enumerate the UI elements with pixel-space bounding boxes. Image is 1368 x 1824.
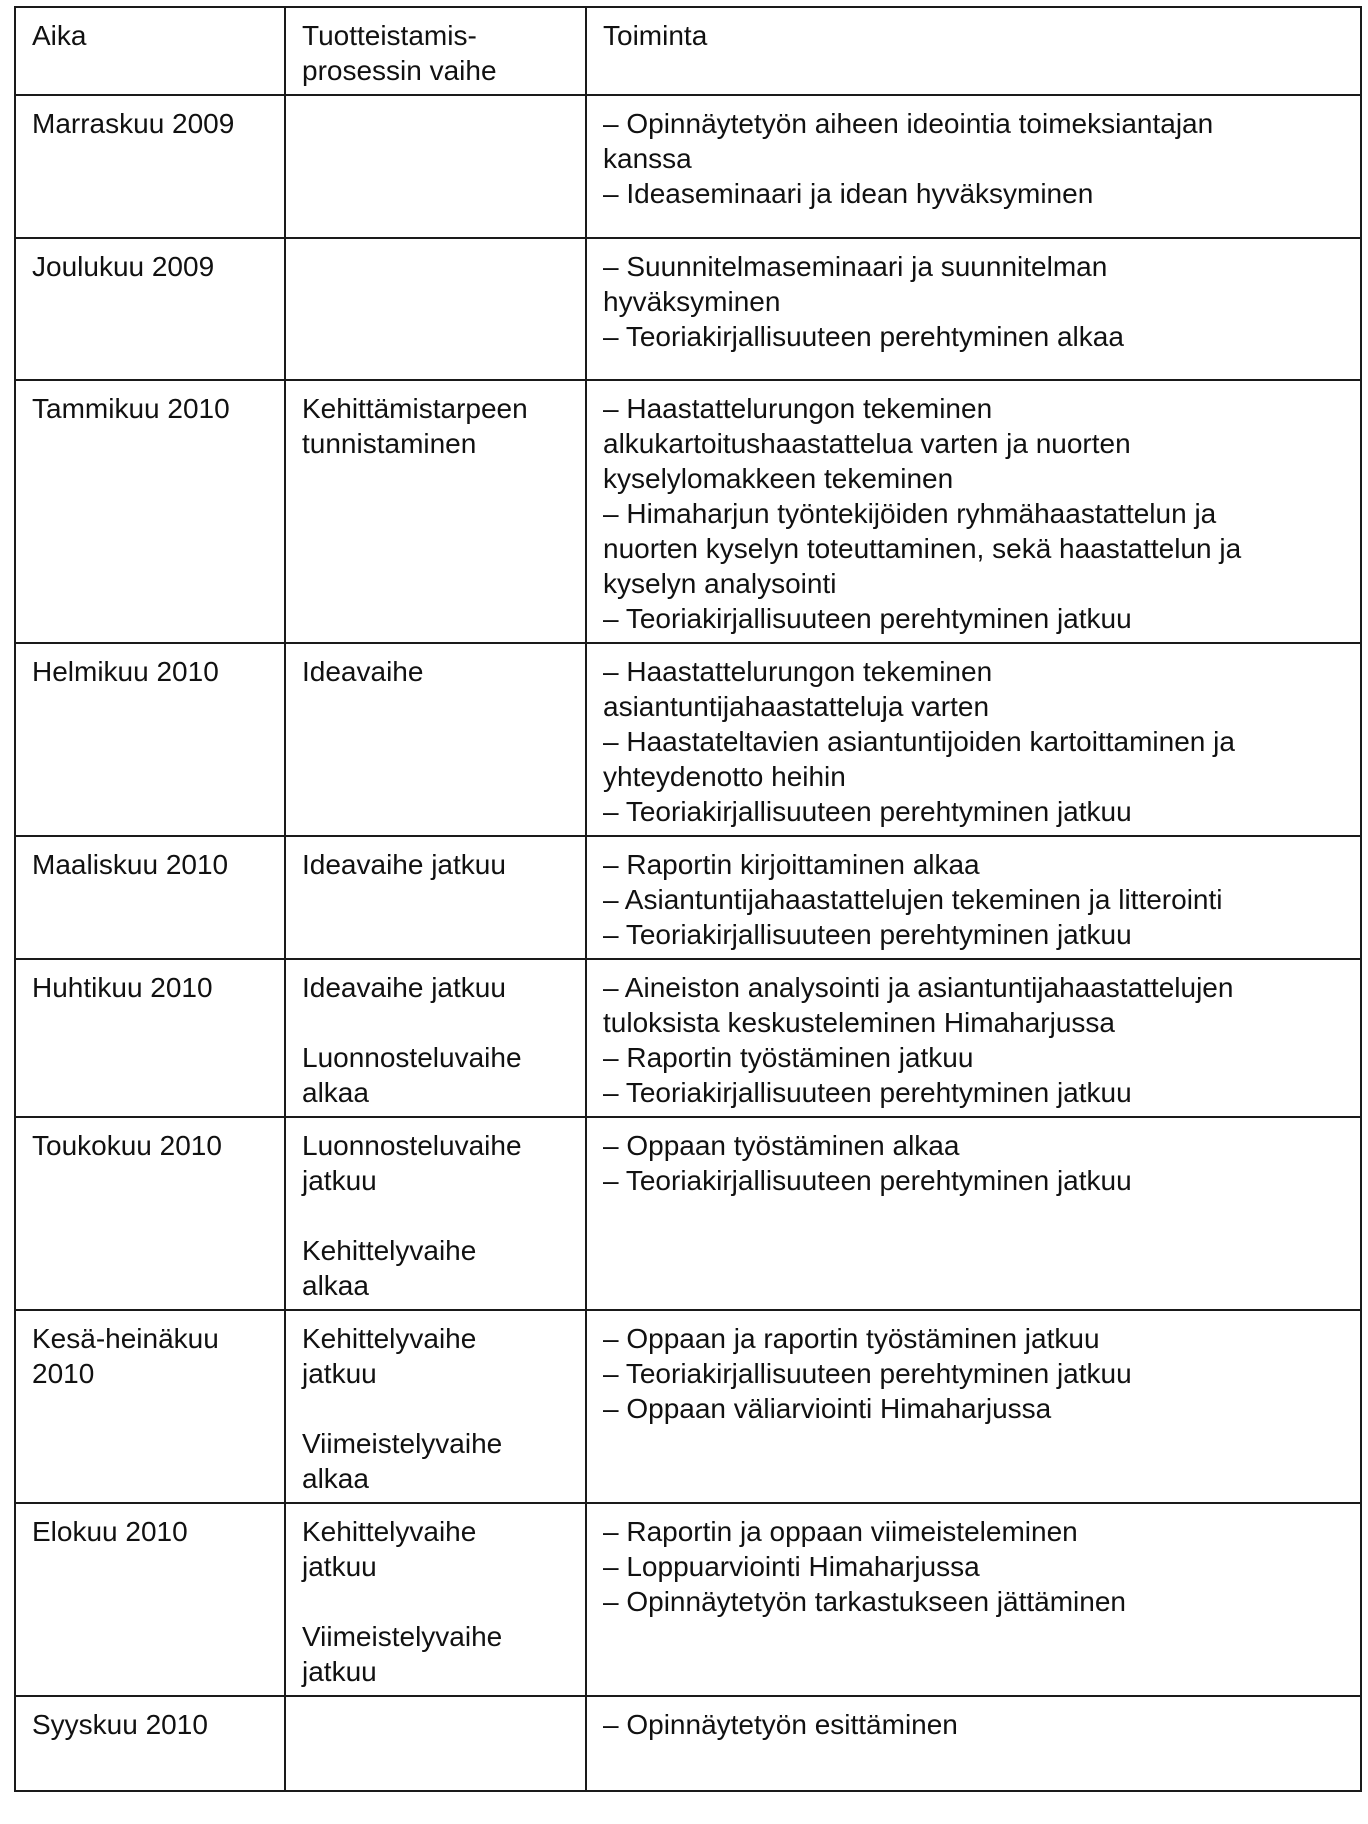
phase-cell-line: Ideavaihe xyxy=(302,656,424,687)
line-gap xyxy=(302,1391,569,1426)
time-cell-line: Helmikuu 2010 xyxy=(32,656,219,687)
phase-cell-line: Kehittelyvaihe xyxy=(302,1323,477,1354)
action-cell-line: – Teoriakirjallisuuteen perehtyminen alkaa xyxy=(603,321,1124,352)
action-cell-line: – Teoriakirjallisuuteen perehtyminen jatkuu xyxy=(603,603,1132,634)
line-gap xyxy=(302,1198,569,1233)
schedule-table-body xyxy=(15,7,1361,1791)
action-cell xyxy=(586,380,1361,643)
header-label-phase-line-1: Tuotteistamis- xyxy=(302,20,477,51)
action-cell xyxy=(586,959,1361,1117)
time-cell-line: Tammikuu 2010 xyxy=(32,393,230,424)
time-cell-line: Syyskuu 2010 xyxy=(32,1709,208,1740)
action-cell-line: – Oppaan väliarviointi Himaharjussa xyxy=(603,1393,1052,1424)
action-cell-line: – Teoriakirjallisuuteen perehtyminen jatkuu xyxy=(603,919,1132,950)
table-row xyxy=(15,643,1361,836)
action-cell-line: – Oppaan ja raportin työstäminen jatkuu xyxy=(603,1323,1100,1354)
time-cell-line: Elokuu 2010 xyxy=(32,1516,188,1547)
line-gap xyxy=(302,1005,569,1040)
phase-cell xyxy=(285,1696,586,1791)
table-row xyxy=(15,1117,1361,1310)
document-page xyxy=(14,6,1360,1814)
action-cell xyxy=(586,95,1361,238)
time-cell-line: Maaliskuu 2010 xyxy=(32,849,229,880)
table-header-row xyxy=(15,7,1361,95)
phase-cell-line: jatkuu xyxy=(302,1551,377,1582)
time-cell-line: Huhtikuu 2010 xyxy=(32,972,213,1003)
time-cell-line: Marraskuu 2009 xyxy=(32,108,235,139)
phase-cell-line: Viimeistelyvaihe xyxy=(302,1428,503,1459)
table-row xyxy=(15,238,1361,380)
action-cell-line: – Haastattelurungon tekeminen xyxy=(603,393,993,424)
action-cell-line: kyselyn analysointi xyxy=(603,568,837,599)
time-cell xyxy=(15,1696,285,1791)
table-row xyxy=(15,1696,1361,1791)
time-cell-line: Toukokuu 2010 xyxy=(32,1130,222,1161)
action-cell-line: – Loppuarviointi Himaharjussa xyxy=(603,1551,980,1582)
action-cell-line: – Suunnitelmaseminaari ja suunnitelman xyxy=(603,251,1108,282)
action-cell-line: asiantuntijahaastatteluja varten xyxy=(603,691,990,722)
action-cell-line: kanssa xyxy=(603,143,692,174)
phase-cell-line: jatkuu xyxy=(302,1165,377,1196)
header-label-phase-line-2: prosessin vaihe xyxy=(302,55,497,86)
action-cell xyxy=(586,643,1361,836)
action-cell-line: – Teoriakirjallisuuteen perehtyminen jatkuu xyxy=(603,796,1132,827)
action-cell-line: – Aineiston analysointi ja asiantuntijahaastattelujen xyxy=(603,972,1234,1003)
phase-cell xyxy=(285,238,586,380)
header-cell-action xyxy=(586,7,1361,95)
action-cell-line: nuorten kyselyn toteuttaminen, sekä haastattelun ja xyxy=(603,533,1242,564)
time-cell-line: 2010 xyxy=(32,1358,95,1389)
phase-cell-line: jatkuu xyxy=(302,1656,377,1687)
time-cell xyxy=(15,1503,285,1696)
action-cell-line: – Opinnäytetyön esittäminen xyxy=(603,1709,958,1740)
action-cell-line: – Teoriakirjallisuuteen perehtyminen jatkuu xyxy=(603,1358,1132,1389)
table-row xyxy=(15,1503,1361,1696)
action-cell-line: – Raportin työstäminen jatkuu xyxy=(603,1042,974,1073)
action-cell xyxy=(586,1117,1361,1310)
time-cell xyxy=(15,1310,285,1503)
action-cell xyxy=(586,1503,1361,1696)
phase-cell xyxy=(285,380,586,643)
action-cell-line: – Haastateltavien asiantuntijoiden kartoittaminen ja xyxy=(603,726,1235,757)
phase-cell xyxy=(285,1503,586,1696)
phase-cell-line: Ideavaihe jatkuu xyxy=(302,849,506,880)
action-cell xyxy=(586,238,1361,380)
phase-cell xyxy=(285,1310,586,1503)
phase-cell xyxy=(285,959,586,1117)
time-cell xyxy=(15,380,285,643)
action-cell-line: tuloksista keskusteleminen Himaharjussa xyxy=(603,1007,1115,1038)
phase-cell xyxy=(285,643,586,836)
action-cell xyxy=(586,1696,1361,1791)
phase-cell-line: Kehittelyvaihe xyxy=(302,1516,477,1547)
action-cell xyxy=(586,1310,1361,1503)
table-row xyxy=(15,836,1361,959)
phase-cell-line: alkaa xyxy=(302,1077,369,1108)
action-cell-line: – Raportin kirjoittaminen alkaa xyxy=(603,849,980,880)
phase-cell-line: Viimeistelyvaihe xyxy=(302,1621,503,1652)
header-cell-time xyxy=(15,7,285,95)
time-cell xyxy=(15,238,285,380)
time-cell xyxy=(15,643,285,836)
table-row xyxy=(15,1310,1361,1503)
action-cell-line: kyselylomakkeen tekeminen xyxy=(603,463,954,494)
header-label-time: Aika xyxy=(32,20,87,51)
phase-cell-line: alkaa xyxy=(302,1270,369,1301)
time-cell xyxy=(15,95,285,238)
phase-cell xyxy=(285,836,586,959)
action-cell-line: – Asiantuntijahaastattelujen tekeminen ja litterointi xyxy=(603,884,1223,915)
line-gap xyxy=(302,1584,569,1619)
phase-cell-line: jatkuu xyxy=(302,1358,377,1389)
time-cell-line: Joulukuu 2009 xyxy=(32,251,215,282)
phase-cell-line: Kehittelyvaihe xyxy=(302,1235,477,1266)
schedule-table xyxy=(14,6,1362,1792)
phase-cell-line: tunnistaminen xyxy=(302,428,477,459)
phase-cell-line: Luonnosteluvaihe xyxy=(302,1042,522,1073)
time-cell-line: Kesä-heinäkuu xyxy=(32,1323,219,1354)
action-cell-line: – Opinnäytetyön tarkastukseen jättäminen xyxy=(603,1586,1126,1617)
action-cell-line: – Teoriakirjallisuuteen perehtyminen jatkuu xyxy=(603,1165,1132,1196)
phase-cell-line: Luonnosteluvaihe xyxy=(302,1130,522,1161)
action-cell-line: hyväksyminen xyxy=(603,286,781,317)
time-cell xyxy=(15,836,285,959)
action-cell-line: – Opinnäytetyön aiheen ideointia toimeksiantajan xyxy=(603,108,1214,139)
phase-cell-line: Ideavaihe jatkuu xyxy=(302,972,506,1003)
action-cell-line: yhteydenotto heihin xyxy=(603,761,846,792)
time-cell xyxy=(15,959,285,1117)
phase-cell-line: Kehittämistarpeen xyxy=(302,393,528,424)
header-label-action: Toiminta xyxy=(603,20,708,51)
action-cell-line: – Haastattelurungon tekeminen xyxy=(603,656,993,687)
action-cell-line: – Ideaseminaari ja idean hyväksyminen xyxy=(603,178,1094,209)
table-row xyxy=(15,95,1361,238)
action-cell-line: – Teoriakirjallisuuteen perehtyminen jatkuu xyxy=(603,1077,1132,1108)
time-cell xyxy=(15,1117,285,1310)
header-cell-phase xyxy=(285,7,586,95)
action-cell xyxy=(586,836,1361,959)
action-cell-line: – Raportin ja oppaan viimeisteleminen xyxy=(603,1516,1078,1547)
table-row xyxy=(15,380,1361,643)
action-cell-line: – Oppaan työstäminen alkaa xyxy=(603,1130,960,1161)
action-cell-line: alkukartoitushaastattelua varten ja nuorten xyxy=(603,428,1131,459)
table-row xyxy=(15,959,1361,1117)
phase-cell-line: alkaa xyxy=(302,1463,369,1494)
phase-cell xyxy=(285,95,586,238)
action-cell-line: – Himaharjun työntekijöiden ryhmähaastattelun ja xyxy=(603,498,1217,529)
phase-cell xyxy=(285,1117,586,1310)
